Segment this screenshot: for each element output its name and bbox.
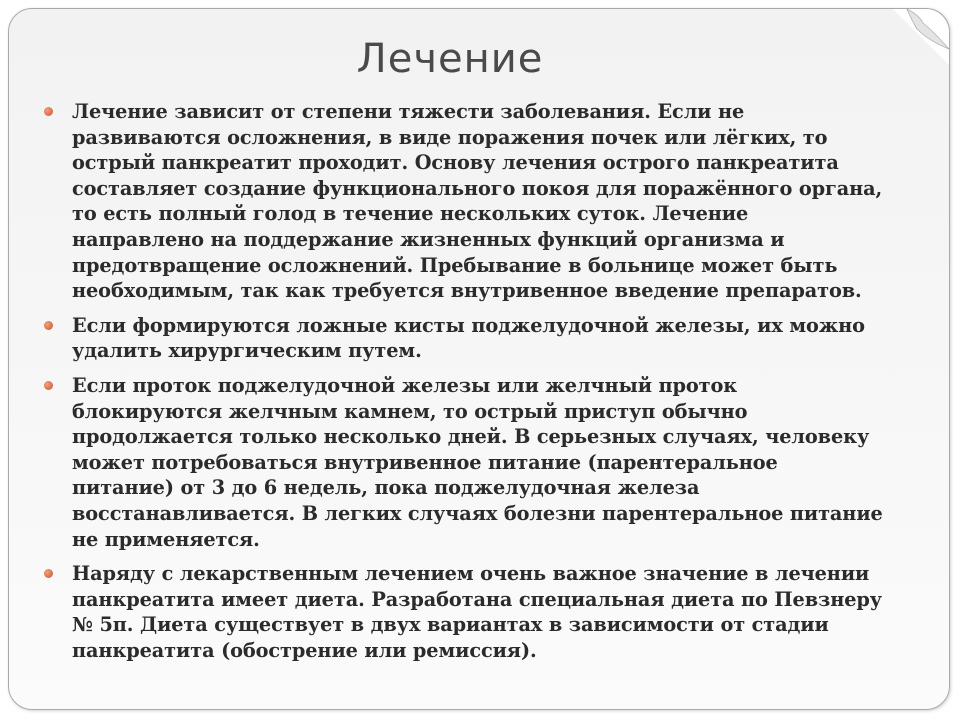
list-item	[44, 313, 884, 364]
bullet-text: Наряду с лекарственным лечением очень важное значение в лечении панкреатита имеет диета. Разработана специальная диета по Певзнеру № 5п. Диета существует в двух вариантах в зависимости от стадии панкреатита (обострение или ремиссия).	[72, 562, 883, 662]
list-item	[44, 561, 884, 663]
bullet-list	[44, 99, 884, 672]
bullet-dot-icon	[44, 381, 53, 390]
list-item	[44, 373, 884, 552]
slide-title: Лечение	[356, 36, 544, 82]
bullet-text: Если формируются ложные кисты поджелудочной железы, их можно удалить хирургическим путем.	[72, 313, 865, 363]
bullet-dot-icon	[44, 107, 53, 116]
bullet-dot-icon	[44, 569, 53, 578]
bullet-text: Если проток поджелудочной железы или желчный проток блокируются желчным камнем, то острый приступ обычно продолжается только несколько дней. В серьезных случаях, человеку может потребоваться внутривенное питание (парентеральное питание) от 3 до 6 недель, пока поджелудочная железа восстанавливается. В легких случаях болезни парентеральное питание не применяется.	[72, 373, 883, 551]
page-curl-corner	[893, 9, 949, 65]
list-item	[44, 99, 884, 304]
bullet-dot-icon	[44, 321, 53, 330]
bullet-text: Лечение зависит от степени тяжести заболевания. Если не развиваются осложнения, в виде поражения почек или лёгких, то острый панкреатит проходит. Основу лечения острого панкреатита составляет создание функционального покоя для поражённого органа, то есть полный голод в течение нескольких суток. Лечение направлено на поддержание жизненных функций организма и предотвращение осложнений. Пребывание в больнице может быть необходимым, так как требуется внутривенное введение препаратов.	[72, 100, 883, 303]
